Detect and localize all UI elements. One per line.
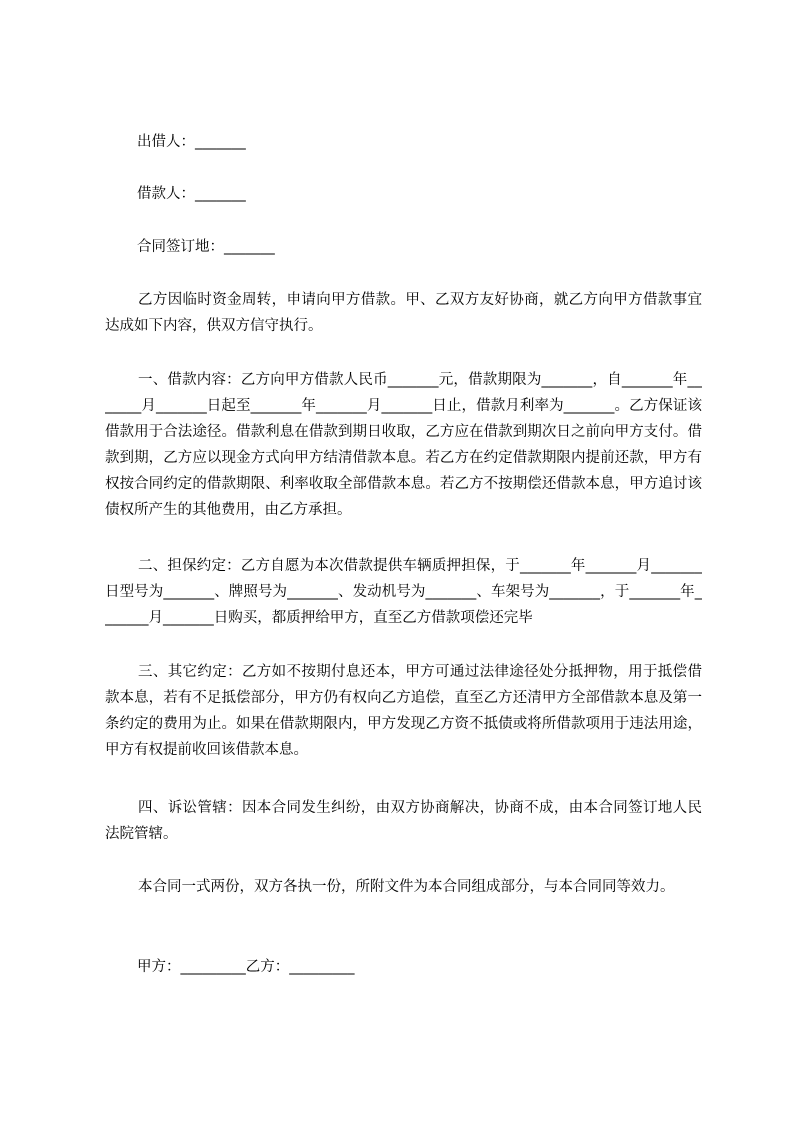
clause-guarantee: 二、担保约定：乙方自愿为本次借款提供车辆质押担保，于_______年_______月_______日型号为_______、牌照号为_______、发动机号为_______、车架号为_______，于_______年_______月_______日购买，都质押给甲方，直至乙方借款项偿还完毕 <box>105 558 702 626</box>
borrower-line: 借款人：_______ <box>137 186 246 202</box>
signing-place-line: 合同签订地：_______ <box>137 239 275 255</box>
intro-paragraph: 乙方因临时资金周转，申请向甲方借款。甲、乙双方友好协商，就乙方向甲方借款事宜达成如下内容，供双方信守执行。 <box>105 292 702 334</box>
closing-paragraph: 本合同一式两份，双方各执一份，所附文件为本合同组成部分，与本合同同等效力。 <box>138 879 675 895</box>
lender-line: 出借人：_______ <box>137 134 246 150</box>
clause-other-terms: 三、其它约定：乙方如不按期付息还本，甲方可通过法律途径处分抵押物，用于抵偿借款本息，若有不足抵偿部分，甲方仍有权向乙方追偿，直至乙方还清甲方全部借款本息及第一条约定的费用为止。如果在借款期限内，甲方发现乙方资不抵债或将所借款项用于违法用途，甲方有权提前收回该借款本息。 <box>105 664 702 758</box>
clause-loan-content: 一、借款内容：乙方向甲方借款人民币_______元，借款期限为_______，自_______年_______月_______日起至_______年_______月_______日止，借款月利率为_______。乙方保证该借款用于合法途径。借款利息在借款到期日收取，乙方应在借款到期次日之前向甲方支付。借款到期，乙方应以现金方式向甲方结清借款本息。若乙方在约定借款期限内提前还款，甲方有权按合同约定的借款期限、利率收取全部借款本息。若乙方不按期偿还借款本息，甲方追讨该债权所产生的其他费用，由乙方承担。 <box>105 372 702 518</box>
signature-line: 甲方：_________乙方：_________ <box>137 959 355 975</box>
clause-jurisdiction: 四、诉讼管辖：因本合同发生纠纷，由双方协商解决，协商不成，由本合同签订地人民法院管辖。 <box>105 800 702 842</box>
